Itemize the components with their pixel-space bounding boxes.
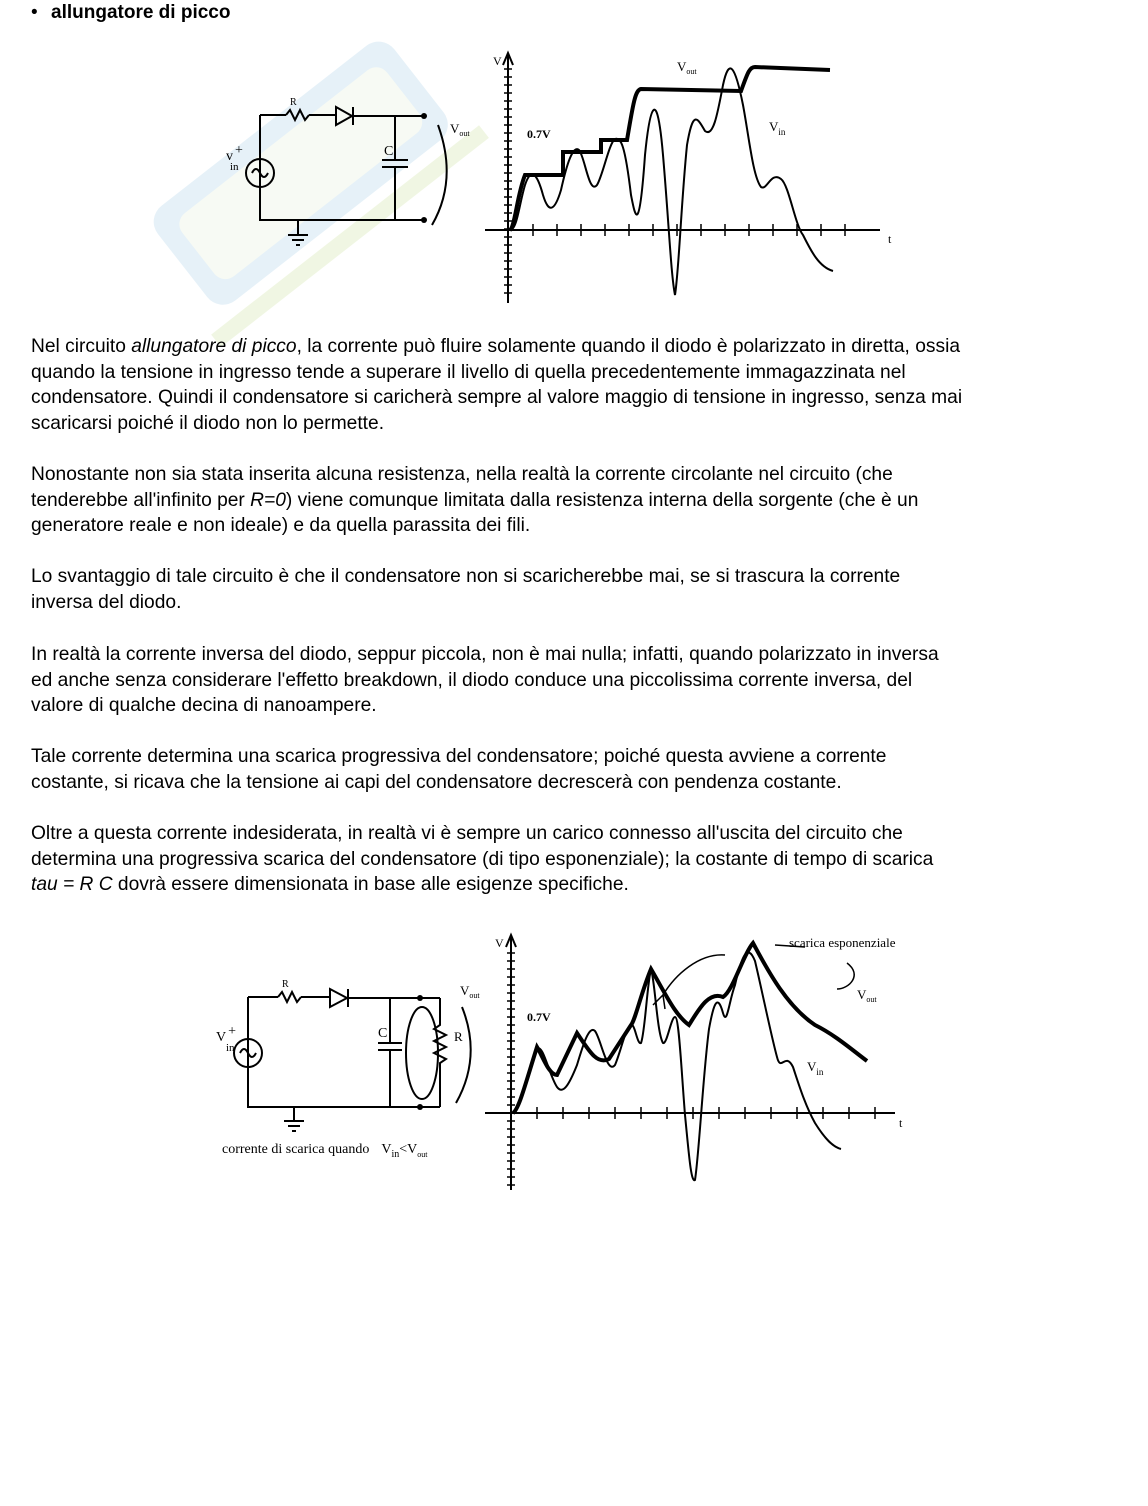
circuit-wire-left — [248, 997, 420, 1107]
text-line — [31, 642, 1121, 668]
label-vin: v + in — [226, 143, 243, 173]
waveform-graph-1 — [485, 53, 892, 303]
label-vin: V + in — [216, 1024, 237, 1054]
italic-run: R=0 — [250, 489, 286, 511]
text-run: dovrà essere dimensionata in base alle esigenze specifiche. — [112, 874, 629, 895]
text-line — [31, 821, 1121, 847]
vout-arrow — [456, 1007, 471, 1103]
label-scarica-esponenziale: scarica esponenziale — [789, 935, 896, 950]
diode-symbol — [330, 989, 348, 1007]
paragraph — [31, 334, 1121, 436]
text-line — [31, 513, 1121, 539]
text-run: valore di qualche decina di nanoampere. — [31, 695, 377, 716]
text-line — [31, 488, 1121, 514]
text-line — [31, 590, 1121, 616]
text-run: ) viene comunque limitata dalla resistenza interna della sorgente (che è un — [285, 489, 919, 511]
text-run: ed anche senza considerare l'effetto breakdown, il diodo conduce una piccolissima corrente inversa, del — [31, 669, 913, 691]
axis-label-v: V — [493, 54, 502, 68]
text-run: determina una progressiva scarica del condensatore (di tipo esponenziale); la costante di tempo di scarica — [31, 848, 934, 870]
capacitor-symbol — [378, 998, 402, 1107]
text-line — [31, 360, 1121, 386]
text-run: Oltre a questa corrente indesiderata, in realtà vi è sempre un carico connesso all'uscita del circuito che — [31, 823, 903, 844]
terminal-bottom — [421, 217, 427, 223]
paragraph — [31, 642, 1121, 719]
label-0-7v: 0.7V — [527, 1010, 551, 1024]
label-vout: $V_{out}$ — [460, 983, 480, 1000]
caption-text: corrente di scarica quando $V_{in}<V_{out}$ — [222, 1142, 428, 1160]
vin-curve — [510, 68, 833, 295]
text-run: inversa del diodo. — [31, 591, 182, 613]
text-line — [31, 693, 1121, 719]
text-run: costante, si ricava che la tensione ai capi del condensatore decrescerà con pendenza costante. — [31, 771, 842, 793]
text-line — [31, 462, 1121, 488]
text-line — [31, 411, 1121, 437]
diode-symbol — [336, 107, 353, 125]
bullet-marker: • — [31, 2, 38, 23]
circuit-diagram-1 — [246, 107, 447, 245]
paragraph — [31, 564, 1121, 615]
paragraph — [31, 462, 1121, 539]
figure-peak-stretcher-with-load — [210, 925, 930, 1195]
text-run: quando la tensione in ingresso tende a superare il livello di quella precedentemente immagazzinata nel — [31, 361, 906, 383]
text-run: Lo svantaggio di tale circuito è che il condensatore non si scaricherebbe mai, se si trascura la corrente — [31, 566, 901, 587]
label-c: C — [378, 1026, 388, 1041]
axis-label-t: t — [888, 232, 892, 246]
text-run: scaricarsi poiché il diodo non lo permette. — [31, 412, 385, 434]
text-line — [31, 872, 1121, 898]
label-r: R — [290, 97, 297, 108]
terminal-top — [421, 113, 427, 119]
load-resistor-symbol — [434, 998, 446, 1107]
capacitor-symbol — [382, 116, 408, 220]
label-0-7v: 0.7V — [527, 127, 551, 141]
axis-label-v: V — [495, 936, 504, 950]
terminal-top — [417, 995, 423, 1001]
waveform-graph-2 — [485, 935, 903, 1190]
text-line — [31, 847, 1121, 873]
text-line — [31, 668, 1121, 694]
label-r: R — [282, 979, 289, 990]
text-run: Nonostante non sia stata inserita alcuna resistenza, nella realtà la corrente circolante nel circuito (che — [31, 464, 893, 485]
text-line — [31, 744, 1121, 770]
text-run: Nel circuito — [31, 336, 132, 357]
label-r-load: R — [454, 1029, 463, 1044]
ground-symbol — [284, 1107, 304, 1131]
label-vout-curve: $V_{out}$ — [857, 987, 877, 1004]
terminal-bottom — [417, 1104, 423, 1110]
circuit-diagram-2 — [234, 989, 471, 1131]
text-line — [31, 334, 1121, 360]
italic-run: allungatore di picco — [131, 336, 297, 357]
label-vin-curve: $V_{in}$ — [769, 119, 786, 137]
heading-text: allungatore di picco — [51, 2, 231, 23]
text-line — [31, 385, 1121, 411]
text-run: tenderebbe all'infinito per — [31, 489, 251, 511]
section-heading — [31, 2, 230, 24]
text-run: , la corrente può fluire solamente quando il diodo è polarizzato in diretta, ossia — [296, 336, 961, 357]
scarica-pointer-line — [663, 955, 725, 995]
text-run: condensatore. Quindi il condensatore si caricherà sempre al valore maggio di tensione in ingresso, senza mai — [31, 387, 963, 408]
text-run: In realtà la corrente inversa del diodo, seppur piccola, non è mai nulla; infatti, quando polarizzato in inversa — [31, 644, 939, 665]
text-line — [31, 564, 1121, 590]
italic-run: tau = R C — [31, 874, 113, 895]
label-vout: $V_{out}$ — [450, 121, 470, 138]
text-line — [31, 770, 1121, 796]
vout-arrow — [432, 125, 447, 225]
resistor-symbol — [278, 992, 301, 1002]
vout-curve — [510, 67, 830, 230]
scarica-hook-arrow — [837, 963, 854, 989]
text-run: generatore reale e non ideale) e da quella parassita dei fili. — [31, 515, 531, 536]
figure-peak-stretcher — [210, 45, 910, 310]
resistor-symbol — [286, 110, 309, 120]
label-vout-curve: $V_{out}$ — [677, 59, 697, 76]
label-c: C — [384, 144, 394, 159]
paragraph — [31, 744, 1121, 795]
paragraph — [31, 821, 1121, 898]
axis-label-t: t — [899, 1116, 903, 1130]
label-vin-curve: $V_{in}$ — [807, 1059, 824, 1077]
text-run: Tale corrente determina una scarica progressiva del condensatore; poiché questa avviene a corrente — [31, 746, 887, 767]
ground-symbol — [288, 220, 308, 245]
